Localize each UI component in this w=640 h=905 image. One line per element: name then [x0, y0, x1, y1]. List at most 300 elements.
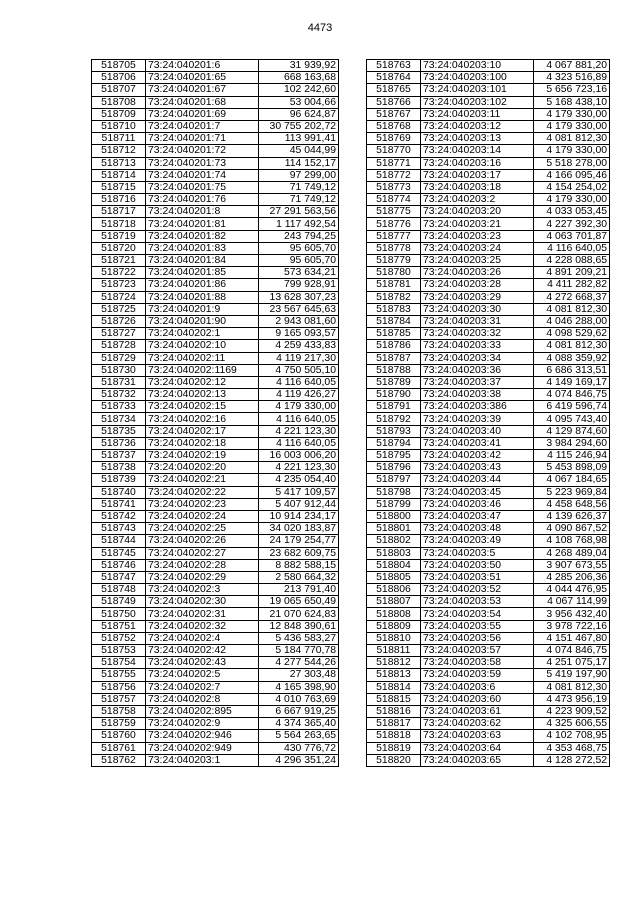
cadastral-value: 213 791,40 [259, 584, 339, 596]
cadastral-value: 4 074 846,75 [534, 389, 610, 401]
page-number: 4473 [307, 22, 333, 34]
row-number: 518800 [367, 510, 421, 522]
cadastral-number: 73:24:040203:101 [421, 84, 534, 96]
cadastral-value: 3 978 722,16 [534, 620, 610, 632]
cadastral-value: 4 223 909,52 [534, 705, 610, 717]
table-row [92, 352, 339, 364]
cadastral-value: 4 221 123,30 [259, 462, 339, 474]
cadastral-number: 73:24:040202:11 [146, 352, 259, 364]
cadastral-value: 4 116 640,05 [259, 376, 339, 388]
cadastral-value: 27 303,48 [259, 669, 339, 681]
cadastral-number: 73:24:040203:17 [421, 169, 534, 181]
table-row [92, 437, 339, 449]
cadastral-value: 2 943 081,60 [259, 315, 339, 327]
table-row [92, 218, 339, 230]
cadastral-number: 73:24:040203:38 [421, 389, 534, 401]
table-body-left [92, 60, 339, 767]
cadastral-number: 73:24:040201:6 [146, 60, 259, 72]
row-number: 518761 [92, 742, 146, 754]
table-row [92, 108, 339, 120]
cadastral-number: 73:24:040203:49 [421, 535, 534, 547]
table-row [367, 108, 610, 120]
row-number: 518709 [92, 108, 146, 120]
cadastral-number: 73:24:040202:23 [146, 498, 259, 510]
table-row [367, 401, 610, 413]
cadastral-value: 4 179 330,00 [534, 120, 610, 132]
cadastral-value: 4 411 282,82 [534, 279, 610, 291]
table-row [92, 267, 339, 279]
row-number: 518765 [367, 84, 421, 96]
table-row [367, 194, 610, 206]
table-row [367, 145, 610, 157]
row-number: 518776 [367, 218, 421, 230]
row-number: 518740 [92, 486, 146, 498]
cadastral-number: 73:24:040203:65 [421, 754, 534, 766]
table-row [92, 657, 339, 669]
row-number: 518793 [367, 425, 421, 437]
cadastral-number: 73:24:040203:29 [421, 291, 534, 303]
cadastral-number: 73:24:040202:24 [146, 510, 259, 522]
cadastral-value: 4 119 426,27 [259, 389, 339, 401]
cadastral-number: 73:24:040202:16 [146, 413, 259, 425]
row-number: 518716 [92, 194, 146, 206]
cadastral-value: 5 184 770,78 [259, 645, 339, 657]
row-number: 518816 [367, 705, 421, 717]
row-number: 518738 [92, 462, 146, 474]
row-number: 518714 [92, 169, 146, 181]
cadastral-number: 73:24:040203:61 [421, 705, 534, 717]
cadastral-number: 73:24:040202:21 [146, 474, 259, 486]
cadastral-value: 430 776,72 [259, 742, 339, 754]
cadastral-value: 4 067 184,65 [534, 474, 610, 486]
row-number: 518817 [367, 718, 421, 730]
row-number: 518806 [367, 584, 421, 596]
row-number: 518789 [367, 376, 421, 388]
cadastral-value: 34 020 183,87 [259, 523, 339, 535]
cadastral-number: 73:24:040202:29 [146, 571, 259, 583]
row-number: 518706 [92, 72, 146, 84]
row-number: 518818 [367, 730, 421, 742]
cadastral-number: 73:24:040202:17 [146, 425, 259, 437]
row-number: 518743 [92, 523, 146, 535]
cadastral-number: 73:24:040202:42 [146, 645, 259, 657]
cadastral-number: 73:24:040202:20 [146, 462, 259, 474]
cadastral-number: 73:24:040203:102 [421, 96, 534, 108]
row-number: 518774 [367, 194, 421, 206]
table-row [92, 571, 339, 583]
cadastral-value: 4 074 846,75 [534, 645, 610, 657]
row-number: 518802 [367, 535, 421, 547]
cadastral-number: 73:24:040203:44 [421, 474, 534, 486]
cadastral-value: 21 070 624,83 [259, 608, 339, 620]
cadastral-value: 4 090 867,52 [534, 523, 610, 535]
table-row [92, 120, 339, 132]
cadastral-value: 4 154 254,02 [534, 181, 610, 193]
row-number: 518739 [92, 474, 146, 486]
cadastral-number: 73:24:040202:19 [146, 450, 259, 462]
cadastral-value: 8 882 588,15 [259, 559, 339, 571]
table-row [92, 389, 339, 401]
table-row [367, 389, 610, 401]
cadastral-number: 73:24:040202:43 [146, 657, 259, 669]
cadastral-value: 4 227 392,30 [534, 218, 610, 230]
row-number: 518737 [92, 450, 146, 462]
row-number: 518805 [367, 571, 421, 583]
table-row [92, 705, 339, 717]
cadastral-number: 73:24:040201:73 [146, 157, 259, 169]
table-row [367, 157, 610, 169]
table-row [367, 84, 610, 96]
cadastral-value: 4 285 206,36 [534, 571, 610, 583]
cadastral-value: 5 168 438,10 [534, 96, 610, 108]
cadastral-value: 4 268 489,04 [534, 547, 610, 559]
cadastral-number: 73:24:040202:32 [146, 620, 259, 632]
table-row [92, 559, 339, 571]
cadastral-value: 4 221 123,30 [259, 425, 339, 437]
cadastral-value: 4 374 365,40 [259, 718, 339, 730]
cadastral-value: 573 634,21 [259, 267, 339, 279]
table-row [367, 364, 610, 376]
cadastral-number: 73:24:040202:25 [146, 523, 259, 535]
row-number: 518781 [367, 279, 421, 291]
row-number: 518812 [367, 657, 421, 669]
cadastral-number: 73:24:040202:949 [146, 742, 259, 754]
cadastral-number: 73:24:040203:23 [421, 230, 534, 242]
cadastral-number: 73:24:040202:946 [146, 730, 259, 742]
cadastral-number: 73:24:040202:30 [146, 596, 259, 608]
row-number: 518756 [92, 681, 146, 693]
cadastral-number: 73:24:040201:9 [146, 303, 259, 315]
row-number: 518791 [367, 401, 421, 413]
table-row [92, 547, 339, 559]
cadastral-number: 73:24:040202:15 [146, 401, 259, 413]
row-number: 518819 [367, 742, 421, 754]
table-row [92, 291, 339, 303]
cadastral-value: 4 149 169,17 [534, 376, 610, 388]
cadastral-number: 73:24:040201:67 [146, 84, 259, 96]
cadastral-value: 4 067 114,99 [534, 596, 610, 608]
table-row [92, 730, 339, 742]
table-row [92, 328, 339, 340]
table-row [92, 194, 339, 206]
cadastral-value: 4 323 516,89 [534, 72, 610, 84]
table-row [92, 425, 339, 437]
cadastral-number: 73:24:040203:25 [421, 255, 534, 267]
row-number: 518764 [367, 72, 421, 84]
row-number: 518803 [367, 547, 421, 559]
row-number: 518778 [367, 242, 421, 254]
cadastral-value: 5 453 898,09 [534, 462, 610, 474]
row-number: 518758 [92, 705, 146, 717]
cadastral-value: 4 116 640,05 [259, 437, 339, 449]
cadastral-number: 73:24:040203:2 [421, 194, 534, 206]
cadastral-value: 4 473 956,19 [534, 693, 610, 705]
cadastral-number: 73:24:040201:71 [146, 133, 259, 145]
cadastral-value: 71 749,12 [259, 181, 339, 193]
cadastral-number: 73:24:040203:26 [421, 267, 534, 279]
cadastral-value: 53 004,66 [259, 96, 339, 108]
cadastral-number: 73:24:040201:8 [146, 206, 259, 218]
cadastral-number: 73:24:040203:34 [421, 352, 534, 364]
cadastral-value: 4 044 476,95 [534, 584, 610, 596]
table-row [367, 657, 610, 669]
table-row [367, 730, 610, 742]
cadastral-value: 6 686 313,51 [534, 364, 610, 376]
table-row [92, 364, 339, 376]
row-number: 518736 [92, 437, 146, 449]
row-number: 518787 [367, 352, 421, 364]
cadastral-number: 73:24:040203:33 [421, 340, 534, 352]
row-number: 518763 [367, 60, 421, 72]
cadastral-number: 73:24:040203:12 [421, 120, 534, 132]
cadastral-number: 73:24:040203:57 [421, 645, 534, 657]
cadastral-value: 4 081 812,30 [534, 681, 610, 693]
table-row [367, 218, 610, 230]
table-row [92, 157, 339, 169]
table-row [92, 255, 339, 267]
cadastral-number: 73:24:040203:16 [421, 157, 534, 169]
row-number: 518766 [367, 96, 421, 108]
row-number: 518794 [367, 437, 421, 449]
cadastral-number: 73:24:040203:14 [421, 145, 534, 157]
table-body-right [367, 60, 610, 767]
cadastral-number: 73:24:040203:18 [421, 181, 534, 193]
table-row [92, 681, 339, 693]
row-number: 518725 [92, 303, 146, 315]
cadastral-value: 4 235 054,40 [259, 474, 339, 486]
cadastral-value: 4 095 743,40 [534, 413, 610, 425]
table-row [367, 133, 610, 145]
row-number: 518751 [92, 620, 146, 632]
table-row [367, 315, 610, 327]
cadastral-value: 4 102 708,95 [534, 730, 610, 742]
cadastral-value: 4 081 812,30 [534, 303, 610, 315]
row-number: 518735 [92, 425, 146, 437]
row-number: 518815 [367, 693, 421, 705]
row-number: 518792 [367, 413, 421, 425]
cadastral-value: 4 119 217,30 [259, 352, 339, 364]
cadastral-number: 73:24:040203:53 [421, 596, 534, 608]
row-number: 518814 [367, 681, 421, 693]
cadastral-number: 73:24:040203:41 [421, 437, 534, 449]
table-row [92, 84, 339, 96]
cadastral-value: 4 259 433,83 [259, 340, 339, 352]
table-row [367, 376, 610, 388]
table-row [367, 96, 610, 108]
cadastral-value: 4 128 272,52 [534, 754, 610, 766]
row-number: 518728 [92, 340, 146, 352]
row-number: 518705 [92, 60, 146, 72]
row-number: 518786 [367, 340, 421, 352]
row-number: 518754 [92, 657, 146, 669]
cadastral-number: 73:24:040203:56 [421, 632, 534, 644]
row-number: 518730 [92, 364, 146, 376]
row-number: 518732 [92, 389, 146, 401]
cadastral-number: 73:24:040201:82 [146, 230, 259, 242]
cadastral-table-left [91, 59, 339, 767]
cadastral-number: 73:24:040202:5 [146, 669, 259, 681]
cadastral-number: 73:24:040202:3 [146, 584, 259, 596]
cadastral-number: 73:24:040203:55 [421, 620, 534, 632]
row-number: 518772 [367, 169, 421, 181]
cadastral-number: 73:24:040203:42 [421, 450, 534, 462]
row-number: 518777 [367, 230, 421, 242]
table-row [367, 267, 610, 279]
table-row [92, 450, 339, 462]
row-number: 518790 [367, 389, 421, 401]
row-number: 518715 [92, 181, 146, 193]
row-number: 518798 [367, 486, 421, 498]
row-number: 518722 [92, 267, 146, 279]
table-row [92, 242, 339, 254]
cadastral-value: 1 117 492,54 [259, 218, 339, 230]
cadastral-value: 96 624,87 [259, 108, 339, 120]
row-number: 518733 [92, 401, 146, 413]
table-row [367, 60, 610, 72]
table-row [92, 498, 339, 510]
table-row [92, 133, 339, 145]
cadastral-value: 4 139 626,37 [534, 510, 610, 522]
row-number: 518741 [92, 498, 146, 510]
table-row [92, 632, 339, 644]
cadastral-value: 9 165 093,57 [259, 328, 339, 340]
table-row [367, 645, 610, 657]
table-row [367, 181, 610, 193]
table-row [92, 510, 339, 522]
cadastral-number: 73:24:040201:65 [146, 72, 259, 84]
row-number: 518723 [92, 279, 146, 291]
cadastral-value: 27 291 563,56 [259, 206, 339, 218]
table-row [367, 230, 610, 242]
cadastral-value: 4 046 288,00 [534, 315, 610, 327]
cadastral-number: 73:24:040203:64 [421, 742, 534, 754]
table-row [367, 474, 610, 486]
cadastral-number: 73:24:040201:72 [146, 145, 259, 157]
cadastral-number: 73:24:040202:8 [146, 693, 259, 705]
row-number: 518775 [367, 206, 421, 218]
table-row [367, 632, 610, 644]
row-number: 518801 [367, 523, 421, 535]
cadastral-number: 73:24:040203:63 [421, 730, 534, 742]
cadastral-value: 30 755 202,72 [259, 120, 339, 132]
cadastral-value: 5 436 583,27 [259, 632, 339, 644]
row-number: 518782 [367, 291, 421, 303]
cadastral-value: 19 065 650,49 [259, 596, 339, 608]
table-row [367, 571, 610, 583]
cadastral-value: 23 682 609,75 [259, 547, 339, 559]
cadastral-value: 13 628 307,23 [259, 291, 339, 303]
cadastral-value: 5 518 278,00 [534, 157, 610, 169]
row-number: 518773 [367, 181, 421, 193]
row-number: 518810 [367, 632, 421, 644]
cadastral-value: 6 419 596,74 [534, 401, 610, 413]
cadastral-value: 3 956 432,40 [534, 608, 610, 620]
cadastral-value: 6 667 919,25 [259, 705, 339, 717]
table-row [367, 620, 610, 632]
row-number: 518747 [92, 571, 146, 583]
row-number: 518717 [92, 206, 146, 218]
cadastral-value: 4 010 763,69 [259, 693, 339, 705]
cadastral-value: 4 151 467,80 [534, 632, 610, 644]
row-number: 518742 [92, 510, 146, 522]
cadastral-number: 73:24:040203:45 [421, 486, 534, 498]
cadastral-value: 4 081 812,30 [534, 340, 610, 352]
table-row [92, 754, 339, 766]
cadastral-number: 73:24:040201:68 [146, 96, 259, 108]
cadastral-value: 799 928,91 [259, 279, 339, 291]
row-number: 518746 [92, 559, 146, 571]
cadastral-number: 73:24:040203:59 [421, 669, 534, 681]
cadastral-number: 73:24:040201:90 [146, 315, 259, 327]
cadastral-number: 73:24:040203:37 [421, 376, 534, 388]
row-number: 518784 [367, 315, 421, 327]
table-row [367, 206, 610, 218]
cadastral-value: 4 251 075,17 [534, 657, 610, 669]
cadastral-number: 73:24:040203:31 [421, 315, 534, 327]
table-row [367, 425, 610, 437]
table-row [367, 681, 610, 693]
table-row [92, 462, 339, 474]
row-number: 518744 [92, 535, 146, 547]
table-row [92, 535, 339, 547]
table-row [367, 169, 610, 181]
cadastral-value: 16 003 006,20 [259, 450, 339, 462]
row-number: 518804 [367, 559, 421, 571]
row-number: 518757 [92, 693, 146, 705]
cadastral-value: 4 067 881,20 [534, 60, 610, 72]
table-row [367, 486, 610, 498]
cadastral-value: 4 179 330,00 [534, 108, 610, 120]
cadastral-number: 73:24:040201:86 [146, 279, 259, 291]
cadastral-number: 73:24:040202:7 [146, 681, 259, 693]
cadastral-number: 73:24:040203:10 [421, 60, 534, 72]
row-number: 518797 [367, 474, 421, 486]
row-number: 518720 [92, 242, 146, 254]
table-row [367, 693, 610, 705]
cadastral-number: 73:24:040203:30 [421, 303, 534, 315]
cadastral-number: 73:24:040203:62 [421, 718, 534, 730]
table-row [367, 279, 610, 291]
cadastral-number: 73:24:040203:32 [421, 328, 534, 340]
cadastral-value: 4 063 701,87 [534, 230, 610, 242]
row-number: 518809 [367, 620, 421, 632]
cadastral-number: 73:24:040201:85 [146, 267, 259, 279]
row-number: 518745 [92, 547, 146, 559]
row-number: 518808 [367, 608, 421, 620]
cadastral-number: 73:24:040203:48 [421, 523, 534, 535]
table-row [367, 608, 610, 620]
cadastral-number: 73:24:040203:60 [421, 693, 534, 705]
row-number: 518788 [367, 364, 421, 376]
table-row [92, 401, 339, 413]
cadastral-value: 5 407 912,44 [259, 498, 339, 510]
cadastral-number: 73:24:040203:5 [421, 547, 534, 559]
row-number: 518718 [92, 218, 146, 230]
row-number: 518820 [367, 754, 421, 766]
table-row [367, 559, 610, 571]
table-row [367, 535, 610, 547]
cadastral-value: 102 242,60 [259, 84, 339, 96]
row-number: 518731 [92, 376, 146, 388]
cadastral-value: 31 939,92 [259, 60, 339, 72]
table-row [92, 413, 339, 425]
table-row [367, 72, 610, 84]
row-number: 518721 [92, 255, 146, 267]
cadastral-number: 73:24:040202:27 [146, 547, 259, 559]
row-number: 518727 [92, 328, 146, 340]
row-number: 518785 [367, 328, 421, 340]
cadastral-number: 73:24:040203:13 [421, 133, 534, 145]
